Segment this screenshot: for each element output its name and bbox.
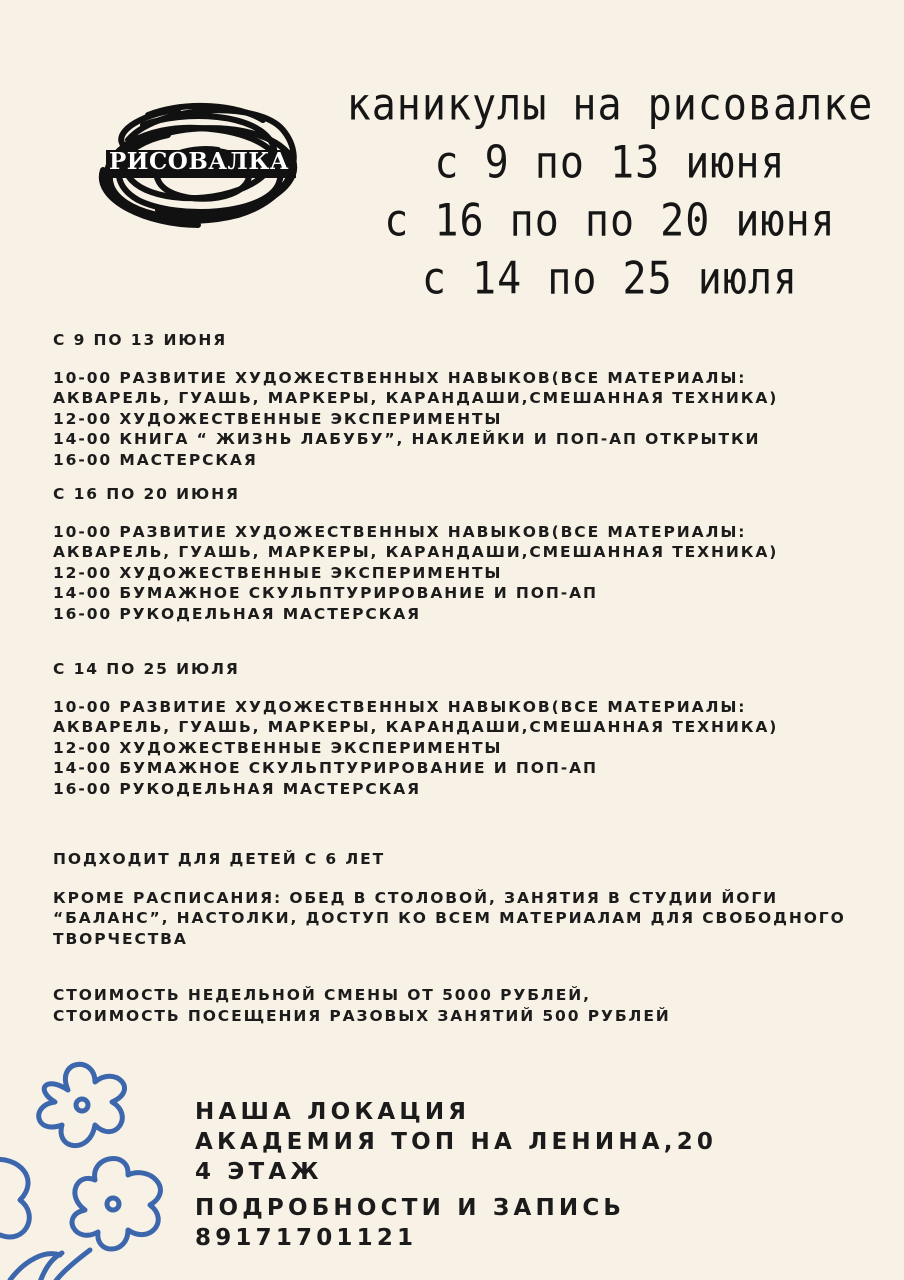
schedule-item: 14-00 БУМАЖНОЕ СКУЛЬПТУРИРОВАНИЕ И ПОП-АП [53, 759, 598, 777]
contact-heading: ПОДРОБНОСТИ И ЗАПИСЬ [195, 1195, 626, 1221]
schedule-section-1 [53, 330, 883, 470]
schedule-item: 10-00 РАЗВИТИЕ ХУДОЖЕСТВЕННЫХ НАВЫКОВ(ВСЕ МАТЕРИАЛЫ: [53, 697, 747, 716]
price-line: СТОИМОСТЬ ПОСЕЩЕНИЯ РАЗОВЫХ ЗАНЯТИЙ 500 РУБЛЕЙ [53, 1006, 671, 1025]
contact-info [195, 1097, 835, 1253]
flower-decoration-icon [0, 1050, 190, 1280]
logo [88, 100, 310, 230]
headline-dates-2: с 16 по по 20 июня [384, 195, 836, 247]
schedule [53, 330, 883, 1026]
headline-title: каникулы на рисовалке [346, 79, 874, 131]
headline-dates-1: с 9 по 13 июня [434, 137, 786, 189]
schedule-item: АКВАРЕЛЬ, ГУАШЬ, МАРКЕРЫ, КАРАНДАШИ,СМЕШАННАЯ ТЕХНИКА) [53, 389, 779, 407]
schedule-item: 10-00 РАЗВИТИЕ ХУДОЖЕСТВЕННЫХ НАВЫКОВ(ВСЕ МАТЕРИАЛЫ: [53, 368, 747, 387]
schedule-item: 16-00 МАСТЕРСКАЯ [53, 450, 258, 469]
schedule-item: АКВАРЕЛЬ, ГУАШЬ, МАРКЕРЫ, КАРАНДАШИ,СМЕШАННАЯ ТЕХНИКА) [53, 718, 779, 736]
age-note: ПОДХОДИТ ДЛЯ ДЕТЕЙ С 6 ЛЕТ [53, 850, 386, 868]
schedule-item: 16-00 РУКОДЕЛЬНАЯ МАСТЕРСКАЯ [53, 604, 421, 623]
section-title: С 9 ПО 13 ИЮНЯ [53, 331, 228, 349]
location-heading: НАША ЛОКАЦИЯ [195, 1099, 471, 1125]
extras-line: “БАЛАНС”, НАСТОЛКИ, ДОСТУП КО ВСЕМ МАТЕРИАЛАМ ДЛЯ СВОБОДНОГО [53, 909, 846, 927]
headline [330, 76, 890, 308]
section-title: С 16 ПО 20 ИЮНЯ [53, 485, 240, 503]
schedule-item: 12-00 ХУДОЖЕСТВЕННЫЕ ЭКСПЕРИМЕНТЫ [53, 563, 503, 582]
section-title: С 14 ПО 25 ИЮЛЯ [53, 660, 240, 678]
extras-line: КРОМЕ РАСПИСАНИЯ: ОБЕД В СТОЛОВОЙ, ЗАНЯТИЯ В СТУДИИ ЙОГИ [53, 888, 778, 907]
schedule-item: 10-00 РАЗВИТИЕ ХУДОЖЕСТВЕННЫХ НАВЫКОВ(ВСЕ МАТЕРИАЛЫ: [53, 522, 747, 541]
location-address: АКАДЕМИЯ ТОП НА ЛЕНИНА,20 [195, 1129, 718, 1155]
price-note [53, 985, 883, 1026]
schedule-item: 14-00 КНИГА “ ЖИЗНЬ ЛАБУБУ”, НАКЛЕЙКИ И ПОП-АП ОТКРЫТКИ [53, 430, 761, 448]
headline-dates-3: с 14 по 25 июля [421, 253, 799, 305]
price-line: СТОИМОСТЬ НЕДЕЛЬНОЙ СМЕНЫ ОТ 5000 РУБЛЕЙ, [53, 986, 591, 1004]
logo-text: РИСОВАЛКА [108, 148, 290, 175]
schedule-item: 14-00 БУМАЖНОЕ СКУЛЬПТУРИРОВАНИЕ И ПОП-АП [53, 584, 598, 602]
schedule-section-3 [53, 659, 883, 799]
location-floor: 4 ЭТАЖ [195, 1159, 323, 1185]
schedule-item: АКВАРЕЛЬ, ГУАШЬ, МАРКЕРЫ, КАРАНДАШИ,СМЕШАННАЯ ТЕХНИКА) [53, 543, 779, 561]
schedule-item: 12-00 ХУДОЖЕСТВЕННЫЕ ЭКСПЕРИМЕНТЫ [53, 409, 503, 428]
phone-number[interactable]: 89171701121 [195, 1225, 418, 1251]
extras-line: ТВОРЧЕСТВА [53, 929, 188, 948]
schedule-item: 12-00 ХУДОЖЕСТВЕННЫЕ ЭКСПЕРИМЕНТЫ [53, 738, 503, 757]
schedule-item: 16-00 РУКОДЕЛЬНАЯ МАСТЕРСКАЯ [53, 779, 421, 798]
schedule-section-2 [53, 484, 883, 624]
extras-note [53, 888, 883, 950]
